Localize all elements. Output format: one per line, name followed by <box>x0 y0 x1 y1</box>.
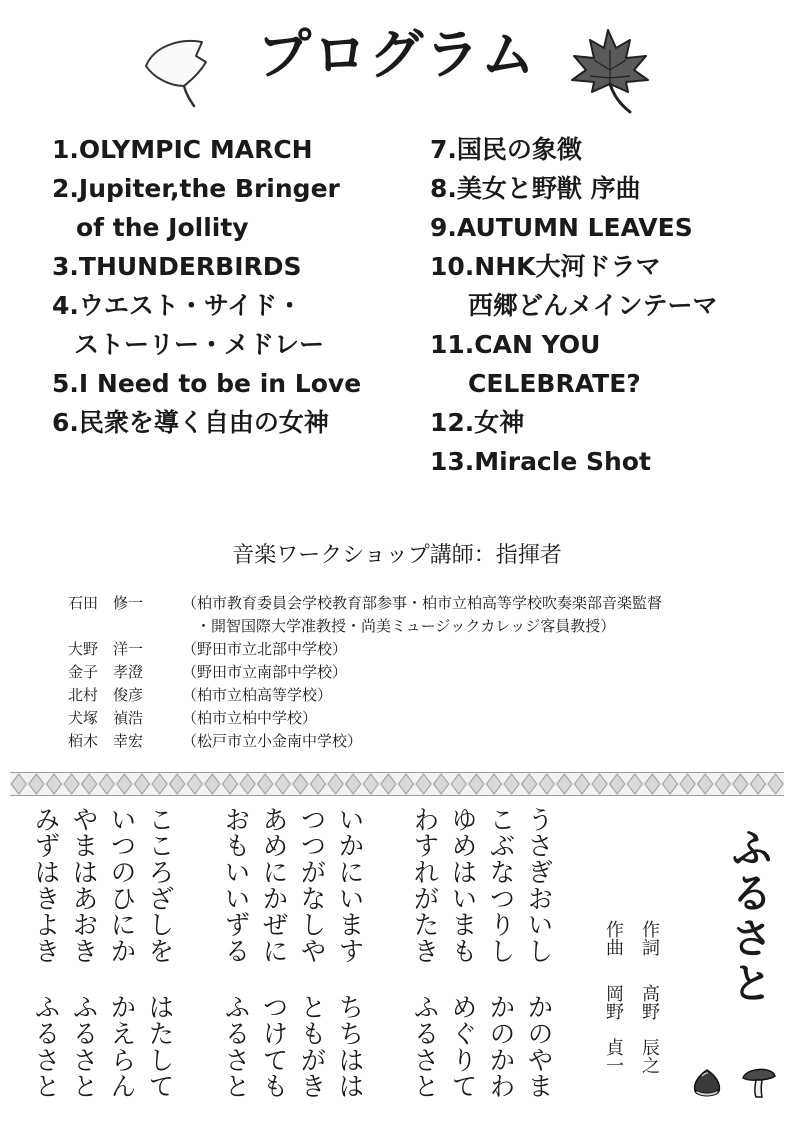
lyric-column: うさぎおいしかのやま <box>523 806 553 1100</box>
program-item: 9.AUTUMN LEAVES <box>430 213 693 242</box>
program-item: 3.THUNDERBIRDS <box>52 252 302 281</box>
instructor-name: 犬塚 禎浩 <box>68 709 144 727</box>
lyricist-credit: 作詞高野 辰之 <box>639 920 660 1074</box>
program-list-left <box>52 130 361 442</box>
diamond-divider <box>10 772 784 796</box>
lyric-column: いかにいますちちはは <box>334 806 364 1100</box>
program-list-right <box>430 130 718 481</box>
composer-credit: 作曲岡野 貞一 <box>603 920 624 1074</box>
program-item: 10.NHK大河ドラマ 西郷どんメインテーマ <box>430 252 718 320</box>
instructor-name: 大野 洋一 <box>68 640 144 658</box>
program-item: 11.CAN YOU CELEBRATE? <box>430 330 641 398</box>
program-item: 12.女神 <box>430 408 525 437</box>
lyric-column: おもいいずるふるさと <box>220 806 250 1100</box>
ginkgo-leaf-icon <box>140 36 222 110</box>
program-item: 6.民衆を導く自由の女神 <box>52 408 329 437</box>
instructor-affiliation: （柏市教育委員会学校教育部参事・柏市立柏高等学校吹奏楽部音楽監督 ・開智国際大学准教授・尚美ミュージックカレッジ客員教授） <box>182 594 663 635</box>
instructor-affiliation: （柏市立柏高等学校） <box>182 686 333 704</box>
instructor-name: 栢木 幸宏 <box>68 732 144 750</box>
lyric-column: ゆめはいまもめぐりて <box>447 806 477 1100</box>
program-item: 7.国民の象徴 <box>430 135 582 164</box>
lyric-column: みずはきよきふるさと <box>30 806 60 1100</box>
mushroom-icon <box>740 1064 778 1100</box>
chestnut-icon <box>690 1066 724 1100</box>
instructor-affiliation: （野田市立南部中学校） <box>182 663 348 681</box>
instructor-affiliation: （松戸市立小金南中学校） <box>182 732 363 750</box>
program-item: 2.Jupiter,the Bringer of the Jollity <box>52 174 340 242</box>
instructors-heading: 音楽ワークショップ講師：指揮者 <box>232 543 562 568</box>
lyric-column: やまはあおきふるさと <box>68 806 98 1100</box>
song-title: ふるさと <box>725 826 774 1006</box>
lyric-column: わすれがたきふるさと <box>409 806 439 1100</box>
instructor-name: 石田 修一 <box>68 594 144 612</box>
program-item: 1.OLYMPIC MARCH <box>52 135 313 164</box>
instructor-name: 金子 孝澄 <box>68 663 144 681</box>
lyric-column: あめにかぜにつけても <box>258 806 288 1100</box>
lyric-column: つつがなしやともがき <box>296 806 326 1100</box>
instructor-affiliation: （野田市立北部中学校） <box>182 640 348 658</box>
lyric-column: いつのひにかかえらん <box>106 806 136 1100</box>
program-item: 13.Miracle Shot <box>430 447 651 476</box>
maple-leaf-icon <box>566 26 652 116</box>
instructor-affiliation: （柏市立柏中学校） <box>182 709 318 727</box>
lyric-column: こぶなつりしかのかわ <box>485 806 515 1100</box>
instructor-name: 北村 俊彦 <box>68 686 144 704</box>
program-item: 4.ウエスト・サイド・ ストーリー・メドレー <box>52 291 325 359</box>
page-title: プログラム <box>257 23 537 86</box>
program-item: 8.美女と野獣 序曲 <box>430 174 641 203</box>
program-item: 5.I Need to be in Love <box>52 369 362 398</box>
lyric-column: こころざしをはたして <box>144 806 174 1100</box>
